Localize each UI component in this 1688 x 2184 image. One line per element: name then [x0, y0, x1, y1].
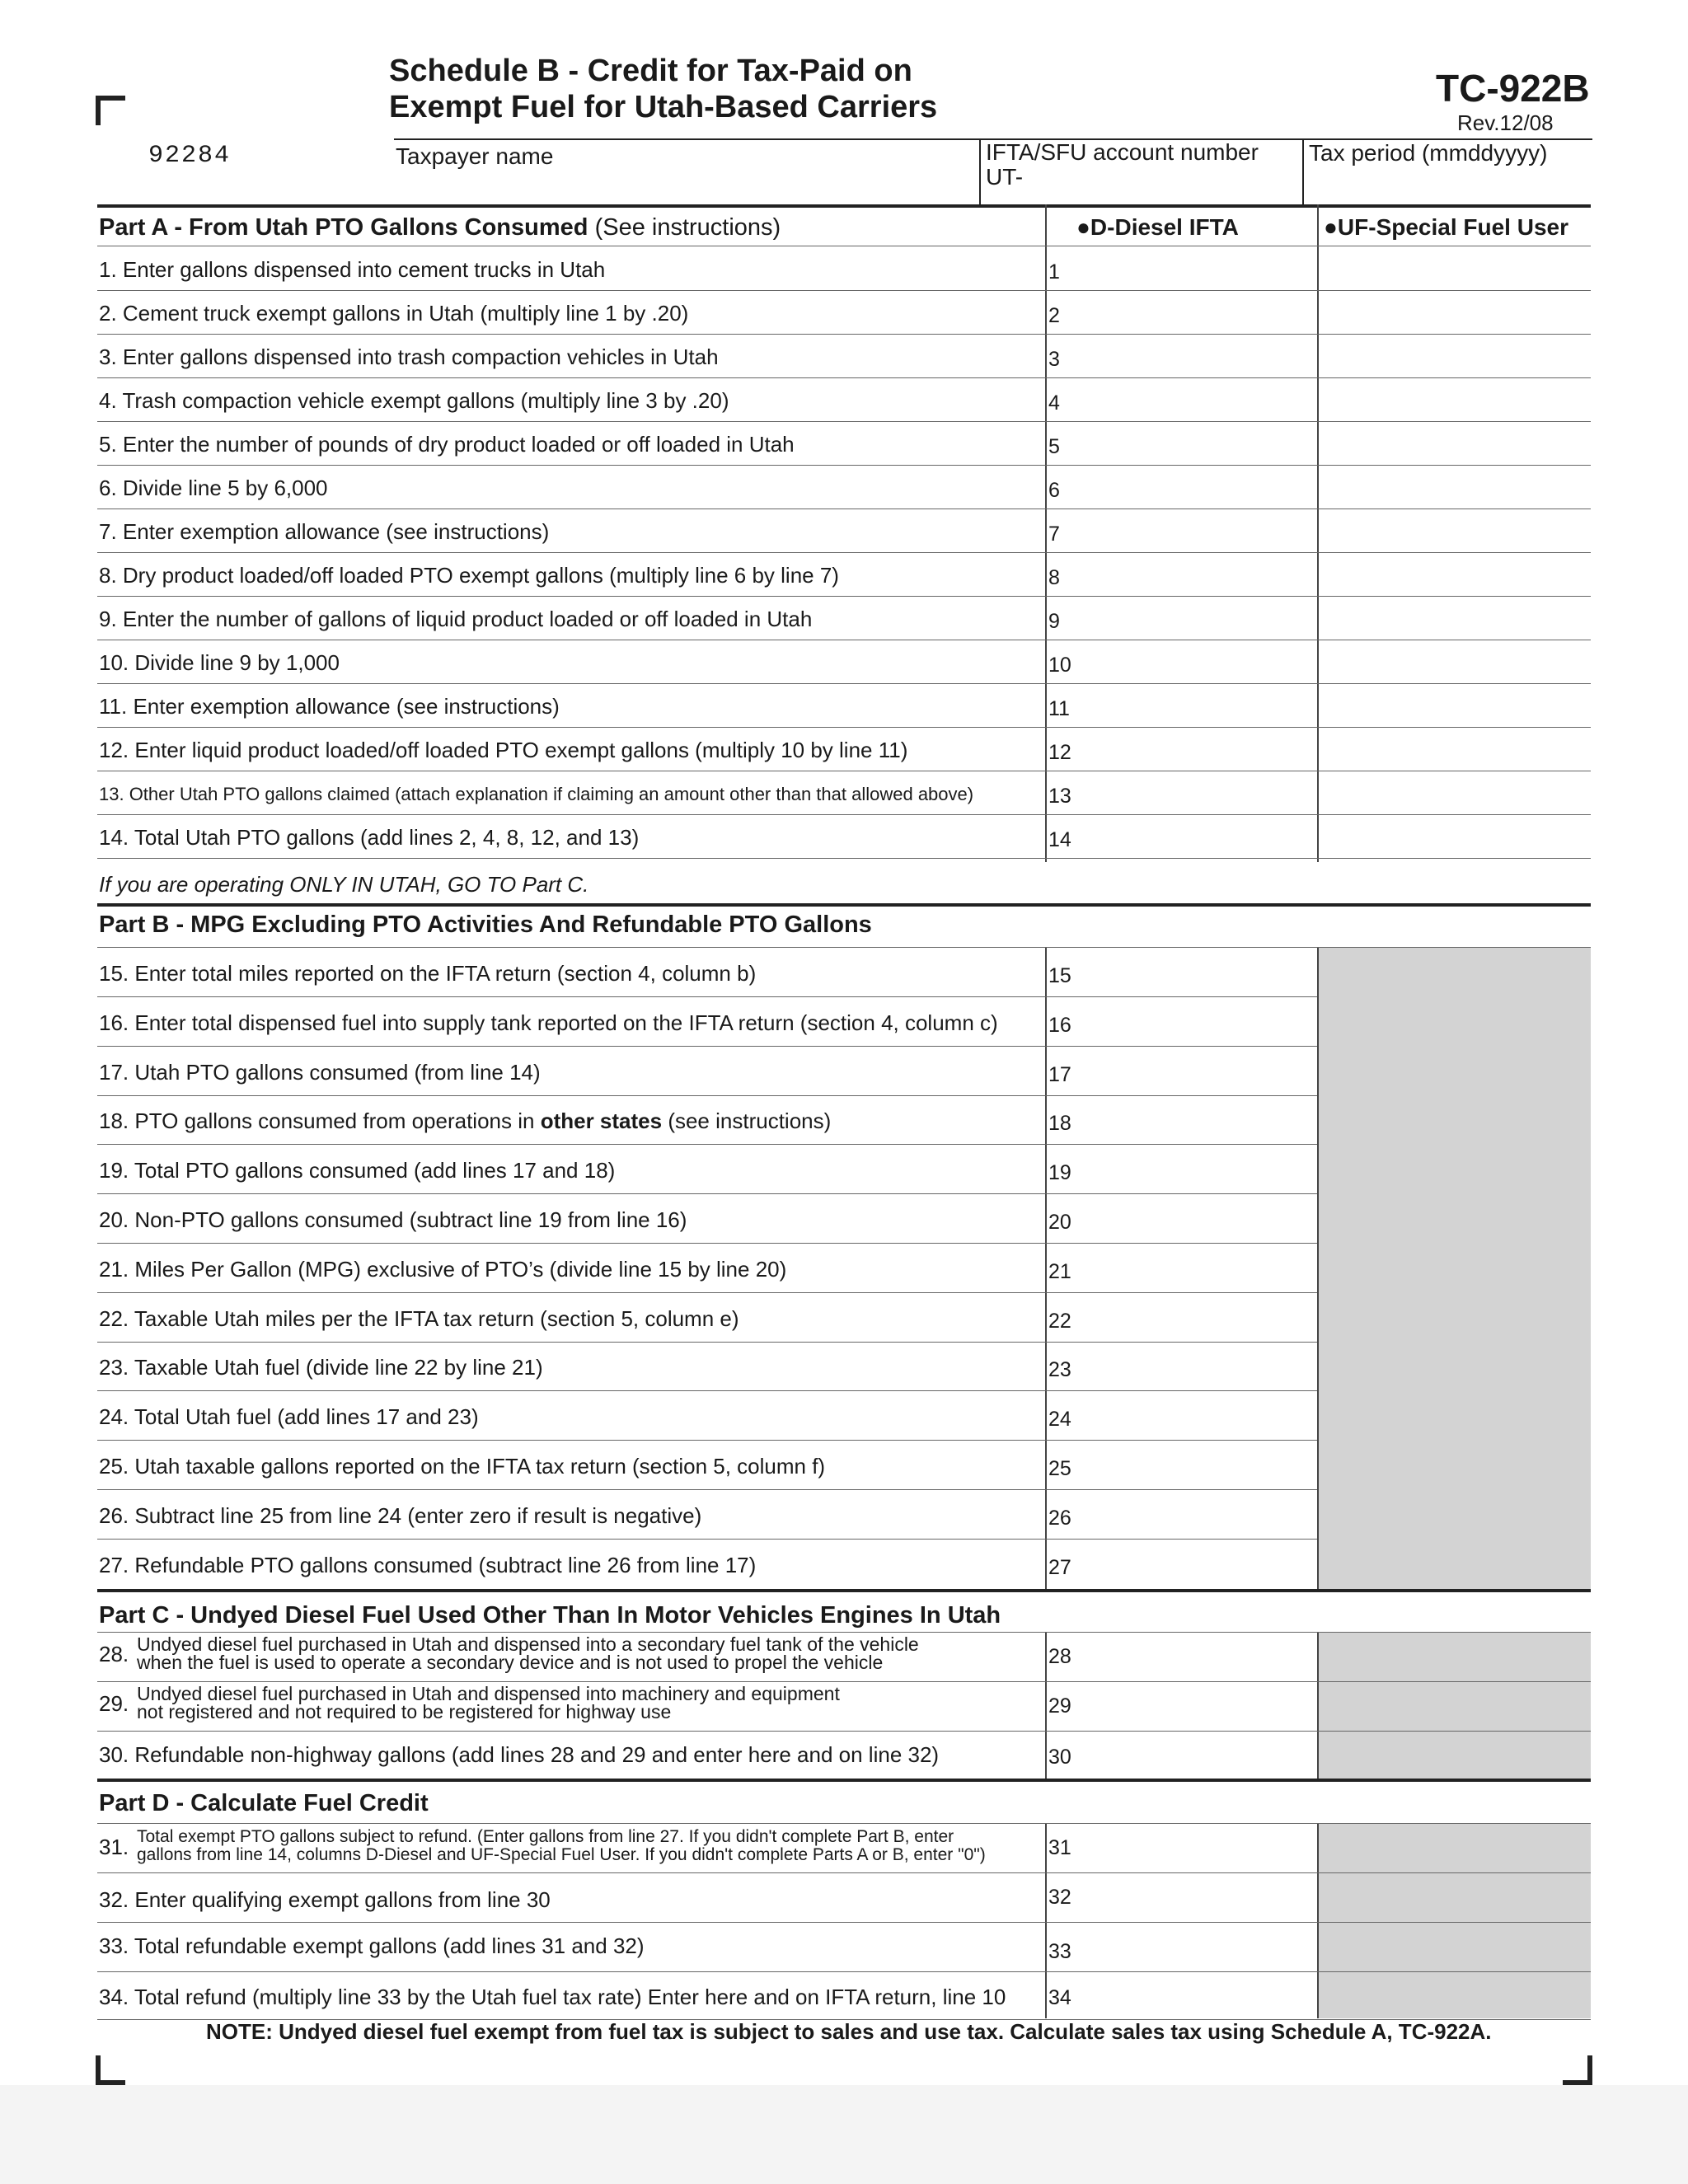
row-divider [97, 1731, 1591, 1732]
line-30-diesel-input[interactable] [1047, 1732, 1317, 1779]
line-28-diesel-input[interactable] [1047, 1633, 1317, 1681]
line-12-number: 12 [1048, 741, 1071, 764]
line-18-label-text: 18. PTO gallons consumed from operations in [99, 1108, 541, 1133]
line-28-text-line-1: Undyed diesel fuel purchased in Utah and dispensed into a secondary fuel tank of the vehicle [137, 1633, 919, 1655]
line-16-number: 16 [1048, 1014, 1071, 1037]
part-c-heading: Part C - Undyed Diesel Fuel Used Other Than In Motor Vehicles Engines In Utah [99, 1602, 1001, 1629]
line-27-number: 27 [1048, 1556, 1071, 1579]
line-10-number: 10 [1048, 654, 1071, 677]
line-1-special-fuel-input[interactable] [1319, 247, 1591, 289]
part-b-header-line [97, 947, 1591, 948]
line-33-number: 33 [1048, 1940, 1071, 1963]
part-d-top-bar [97, 1779, 1591, 1782]
line-6-number: 6 [1048, 479, 1060, 502]
sales-tax-note: NOTE: Undyed diesel fuel exempt from fuel tax is subject to sales and use tax. Calculate sales tax using Schedule A, TC-922A. [206, 2019, 1492, 2044]
corner-mark-bottom-left [96, 2055, 125, 2085]
row-divider [97, 1971, 1591, 1972]
line-13-special-fuel-input[interactable] [1319, 771, 1591, 813]
line-9-number: 9 [1048, 610, 1060, 633]
line-29-text-line-1: Undyed diesel fuel purchased in Utah and dispensed into machinery and equipment [137, 1683, 840, 1704]
line-9-special-fuel-input[interactable] [1319, 597, 1591, 639]
form-title-line-1: Schedule B - Credit for Tax-Paid on [389, 54, 912, 88]
line-19-diesel-input[interactable] [1047, 1145, 1317, 1193]
line-14-label: 14. Total Utah PTO gallons (add lines 2, 4, 8, 12, and 13) [99, 825, 640, 850]
line-13-label: 13. Other Utah PTO gallons claimed (attach explanation if claiming an amount other than that allowed above) [99, 784, 974, 804]
line-15-number: 15 [1048, 964, 1071, 987]
line-14-diesel-input[interactable] [1047, 815, 1317, 857]
line-17-label: 17. Utah PTO gallons consumed (from line 14) [99, 1060, 541, 1085]
line-24-diesel-input[interactable] [1047, 1391, 1317, 1439]
part-b-heading: Part B - MPG Excluding PTO Activities And Refundable PTO Gallons [99, 912, 872, 938]
line-4-special-fuel-input[interactable] [1319, 378, 1591, 420]
row-divider [97, 1872, 1591, 1873]
ifta-account-label [986, 140, 1259, 190]
tax-period-field[interactable]: Tax period (mmddyyyy) [1309, 140, 1548, 166]
corner-mark-bottom-right [1563, 2055, 1592, 2085]
line-2-diesel-input[interactable] [1047, 291, 1317, 333]
line-1-number: 1 [1048, 260, 1060, 284]
part-b-col-divider-2 [1317, 948, 1319, 1589]
line-5-diesel-input[interactable] [1047, 422, 1317, 464]
line-10-diesel-input[interactable] [1047, 640, 1317, 682]
line-34-label: 34. Total refund (multiply line 33 by the Utah fuel tax rate) Enter here and on IFTA return, line 10 [99, 1985, 1006, 2009]
line-18-label [99, 1108, 831, 1134]
line-23-diesel-input[interactable] [1047, 1342, 1317, 1390]
line-5-number: 5 [1048, 435, 1060, 458]
line-14-number: 14 [1048, 828, 1071, 851]
page-footer-shade [0, 2085, 1688, 2184]
line-27-label: 27. Refundable PTO gallons consumed (subtract line 26 from line 17) [99, 1553, 757, 1577]
line-32-label: 32. Enter qualifying exempt gallons from line 30 [99, 1887, 551, 1912]
line-28-number-prefix: 28. [99, 1642, 129, 1666]
line-20-diesel-input[interactable] [1047, 1194, 1317, 1242]
col-diesel-label: D-Diesel IFTA [1090, 214, 1239, 240]
line-21-diesel-input[interactable] [1047, 1244, 1317, 1291]
line-18-label-suffix: (see instructions) [662, 1108, 832, 1133]
form-id: TC-922B [1436, 67, 1590, 110]
line-12-diesel-input[interactable] [1047, 728, 1317, 770]
line-29-number-prefix: 29. [99, 1691, 129, 1716]
bullet-icon: ● [1076, 214, 1090, 240]
line-7-number: 7 [1048, 523, 1060, 546]
line-13-diesel-input[interactable] [1047, 771, 1317, 813]
line-21-number: 21 [1048, 1260, 1071, 1283]
line-25-number: 25 [1048, 1457, 1071, 1480]
line-1-label: 1. Enter gallons dispensed into cement trucks in Utah [99, 257, 606, 282]
line-12-label: 12. Enter liquid product loaded/off loaded PTO exempt gallons (multiply 10 by line 11) [99, 738, 908, 762]
line-3-special-fuel-input[interactable] [1319, 335, 1591, 377]
line-4-diesel-input[interactable] [1047, 378, 1317, 420]
line-30-label: 30. Refundable non-highway gallons (add lines 28 and 29 and enter here and on line 32) [99, 1742, 940, 1767]
part-b-shaded-column [1319, 948, 1591, 1589]
line-6-diesel-input[interactable] [1047, 466, 1317, 508]
line-9-diesel-input[interactable] [1047, 597, 1317, 639]
line-6-special-fuel-input[interactable] [1319, 466, 1591, 508]
operating-only-utah-note: If you are operating ONLY IN UTAH, GO TO Part C. [99, 872, 589, 897]
line-22-number: 22 [1048, 1310, 1071, 1333]
line-22-diesel-input[interactable] [1047, 1293, 1317, 1341]
line-20-number: 20 [1048, 1211, 1071, 1234]
part-a-top-bar [97, 204, 1591, 208]
line-25-label: 25. Utah taxable gallons reported on the IFTA tax return (section 5, column f) [99, 1454, 826, 1479]
part-c-shaded-column [1319, 1633, 1591, 1779]
line-27-diesel-input[interactable] [1047, 1540, 1317, 1587]
part-a-heading [99, 214, 781, 241]
col-special-label: UF-Special Fuel User [1337, 214, 1569, 240]
line-31-text-line-1: Total exempt PTO gallons subject to refund. (Enter gallons from line 27. If you didn't complete Part B, enter [137, 1827, 954, 1846]
line-28-number: 28 [1048, 1645, 1071, 1668]
line-11-label: 11. Enter exemption allowance (see instructions) [99, 694, 560, 719]
part-c-col-divider-2 [1317, 1633, 1319, 1779]
line-23-number: 23 [1048, 1358, 1071, 1381]
row-divider [97, 858, 1591, 859]
line-7-diesel-input[interactable] [1047, 509, 1317, 551]
line-33-label: 33. Total refundable exempt gallons (add lines 31 and 32) [99, 1933, 645, 1958]
line-1-diesel-input[interactable] [1047, 247, 1317, 289]
line-15-diesel-input[interactable] [1047, 948, 1317, 996]
line-22-label: 22. Taxable Utah miles per the IFTA tax return (section 5, column e) [99, 1306, 739, 1331]
line-8-diesel-input[interactable] [1047, 553, 1317, 595]
part-d-shaded-column [1319, 1824, 1591, 2018]
ifta-prefix: UT- [986, 164, 1024, 190]
line-21-label: 21. Miles Per Gallon (MPG) exclusive of PTO’s (divide line 15 by line 20) [99, 1257, 787, 1282]
line-29-number: 29 [1048, 1694, 1071, 1718]
line-29-text-line-2: not registered and not required to be registered for highway use [137, 1701, 672, 1722]
part-a-title: Part A - From Utah PTO Gallons Consumed [99, 214, 588, 241]
form-code: 92284 [148, 142, 232, 170]
line-16-diesel-input[interactable] [1047, 997, 1317, 1045]
line-31-number: 31 [1048, 1836, 1071, 1859]
line-24-label: 24. Total Utah fuel (add lines 17 and 23) [99, 1404, 479, 1429]
line-2-special-fuel-input[interactable] [1319, 291, 1591, 333]
line-31-text-line-2: gallons from line 14, columns D-Diesel and UF-Special Fuel User. If you didn't complete Parts A or B, enter "0") [137, 1845, 986, 1864]
line-33-diesel-input[interactable] [1047, 1924, 1317, 1970]
line-4-label: 4. Trash compaction vehicle exempt gallons (multiply line 3 by .20) [99, 388, 729, 413]
line-9-label: 9. Enter the number of gallons of liquid product loaded or off loaded in Utah [99, 607, 813, 631]
line-2-label: 2. Cement truck exempt gallons in Utah (multiply line 1 by .20) [99, 301, 689, 326]
col-diesel-ifta-header [1076, 214, 1239, 241]
line-11-number: 11 [1048, 697, 1070, 720]
line-32-diesel-input[interactable] [1047, 1874, 1317, 1920]
line-18-emphasis: other states [540, 1108, 663, 1133]
line-15-label: 15. Enter total miles reported on the IFTA return (section 4, column b) [99, 961, 757, 986]
line-10-special-fuel-input[interactable] [1319, 640, 1591, 682]
part-c-top-bar [97, 1589, 1591, 1592]
line-7-label: 7. Enter exemption allowance (see instructions) [99, 519, 550, 544]
line-28-text-line-2: when the fuel is used to operate a secondary device and is not used to propel the vehicle [137, 1652, 884, 1673]
row-divider [97, 1922, 1591, 1923]
line-20-label: 20. Non-PTO gallons consumed (subtract line 19 from line 16) [99, 1207, 687, 1232]
line-17-diesel-input[interactable] [1047, 1047, 1317, 1094]
line-29-diesel-input[interactable] [1047, 1683, 1317, 1731]
line-17-number: 17 [1048, 1063, 1071, 1086]
line-32-number: 32 [1048, 1886, 1071, 1909]
line-7-special-fuel-input[interactable] [1319, 509, 1591, 551]
line-25-diesel-input[interactable] [1047, 1441, 1317, 1488]
form-title-line-2: Exempt Fuel for Utah-Based Carriers [389, 90, 938, 124]
line-10-label: 10. Divide line 9 by 1,000 [99, 650, 340, 675]
line-13-number: 13 [1048, 785, 1071, 808]
part-d-heading: Part D - Calculate Fuel Credit [99, 1790, 429, 1816]
line-5-label: 5. Enter the number of pounds of dry product loaded or off loaded in Utah [99, 432, 795, 457]
row-divider [97, 1681, 1591, 1682]
line-31-text [137, 1828, 986, 1864]
line-16-label: 16. Enter total dispensed fuel into supply tank reported on the IFTA return (section 4, column c) [99, 1010, 998, 1035]
line-5-special-fuel-input[interactable] [1319, 422, 1591, 464]
line-29-text [137, 1685, 840, 1721]
line-34-diesel-input[interactable] [1047, 1973, 1317, 2018]
line-8-label: 8. Dry product loaded/off loaded PTO exempt gallons (multiply line 6 by line 7) [99, 563, 839, 588]
line-19-number: 19 [1048, 1161, 1071, 1184]
line-31-number-prefix: 31. [99, 1835, 129, 1859]
taxpayer-name-field[interactable]: Taxpayer name [396, 143, 554, 169]
line-3-diesel-input[interactable] [1047, 335, 1317, 377]
part-d-col-divider-2 [1317, 1824, 1319, 2018]
line-24-number: 24 [1048, 1408, 1071, 1431]
line-26-label: 26. Subtract line 25 from line 24 (enter zero if result is negative) [99, 1503, 702, 1528]
line-30-number: 30 [1048, 1746, 1071, 1769]
line-3-number: 3 [1048, 348, 1060, 371]
line-2-number: 2 [1048, 304, 1060, 327]
form-revision: Rev.12/08 [1457, 110, 1554, 135]
line-31-diesel-input[interactable] [1047, 1825, 1317, 1871]
col-special-fuel-header [1324, 214, 1568, 241]
line-11-special-fuel-input[interactable] [1319, 684, 1591, 726]
line-34-number: 34 [1048, 1986, 1071, 2009]
corner-mark-top-left [96, 96, 125, 125]
line-18-diesel-input[interactable] [1047, 1095, 1317, 1143]
line-8-special-fuel-input[interactable] [1319, 553, 1591, 595]
line-19-label: 19. Total PTO gallons consumed (add lines 17 and 18) [99, 1158, 616, 1183]
line-26-number: 26 [1048, 1507, 1071, 1530]
line-4-number: 4 [1048, 391, 1060, 415]
part-b-top-bar [97, 903, 1591, 907]
line-23-label: 23. Taxable Utah fuel (divide line 22 by line 21) [99, 1355, 543, 1380]
line-6-label: 6. Divide line 5 by 6,000 [99, 476, 328, 500]
line-18-number: 18 [1048, 1112, 1071, 1135]
line-3-label: 3. Enter gallons dispensed into trash compaction vehicles in Utah [99, 344, 719, 369]
ifta-label-text: IFTA/SFU account number [986, 139, 1259, 165]
bullet-icon: ● [1324, 214, 1338, 240]
line-26-diesel-input[interactable] [1047, 1490, 1317, 1538]
form-title [389, 53, 937, 125]
line-14-special-fuel-input[interactable] [1319, 815, 1591, 857]
line-11-diesel-input[interactable] [1047, 684, 1317, 726]
line-8-number: 8 [1048, 566, 1060, 589]
line-28-text [137, 1635, 919, 1671]
line-12-special-fuel-input[interactable] [1319, 728, 1591, 770]
part-a-instructions: (See instructions) [594, 214, 781, 241]
